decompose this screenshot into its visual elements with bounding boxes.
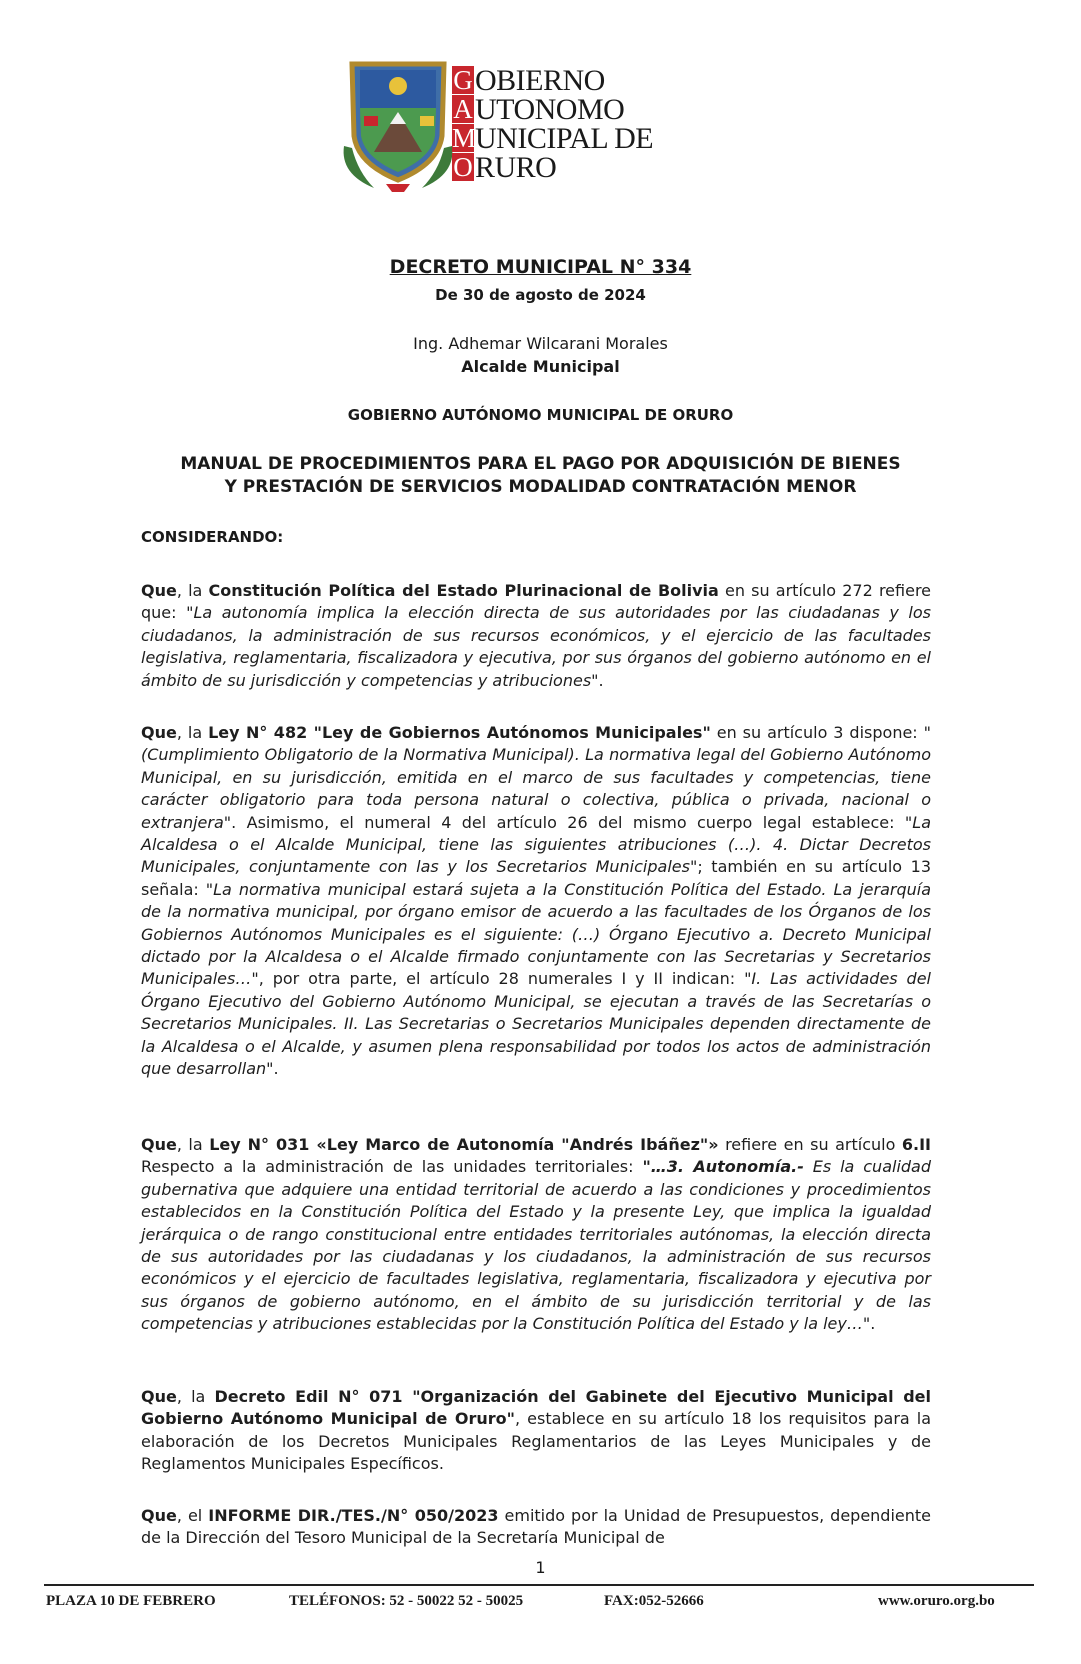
paragraph-ley-031 [141,1134,931,1336]
que-label: Que [141,1387,177,1406]
quote: Es la cualidad gubernativa que adquiere una entidad territorial de acuerdo a las condiciones y procedimientos establecidos en la Constitución Política del Estado y la presente Ley, que implica la igualdad jerárquica o de rango constitucional entre entidades territoriales autónomas, la elección directa de sus autoridades por las ciudadanas y los ciudadanos, la administración de sus recursos económicos y el ejercicio de facultades legislativa, reglamentaria, fiscalizadora y ejecutiva por sus órganos de gobierno autónomo, en el ámbito de su jurisdicción territorial y de las competencias y atribuciones establecidas por la Constitución Política del Estado y la ley…" [141,1157,932,1334]
law-reference: Constitución Política del Estado Plurinacional de Bolivia [208,581,719,600]
text-run: Respecto a la administración de las unidades territoriales: [141,1157,643,1177]
decree-date: De 30 de agosto de 2024 [435,286,646,304]
quote: "La Alcaldesa o el Alcalde Municipal, tiene las siguientes atribuciones (…). 4. Dictar Decretos Municipales, conjuntamente con las y los Secretarios Municipales" [141,812,931,877]
text-run: , por otra parte, el artículo 28 numerales I y II indican: [258,969,745,989]
quote-bold: "…3. Autonomía.- [642,1157,804,1177]
text-run: , la [176,1135,210,1154]
logo-letter: A [453,94,473,124]
logo-wordmark [475,66,653,182]
footer-website: www.oruro.org.bo [878,1593,995,1609]
article-reference: 6.II [901,1135,931,1154]
paragraph-informe [141,1505,931,1550]
quote: "La normativa municipal estará sujeta a la Constitución Política del Estado. La jerarquía de la normativa municipal, por órgano emisor de acuerdo a las facultades de los Órganos de los Gobiernos Autónomos Municipales es el siguiente: (…) Órgano Ejecutivo a. Decreto Municipal dictado por la Alcaldesa o el Alcalde firmado conjuntamente con las Secretarias y Secretarios Municipales…" [141,879,932,989]
logo-letter: M [452,123,477,153]
logo-letter: G [453,65,473,95]
text-run: ; también en su artículo 13 señala: [141,857,931,899]
logo-word: OBIERNO [475,64,605,97]
que-label: Que [141,1135,177,1154]
text-run: en su artículo 3 dispone: [710,723,924,742]
manual-title-line: Y PRESTACIÓN DE SERVICIOS MODALIDAD CONTRATACIÓN MENOR [224,477,857,497]
logo-word: UTONOMO [475,93,625,126]
manual-title [0,453,1081,499]
paragraph-decreto-edil [141,1386,931,1476]
text-run: . [598,670,604,690]
text-run: emitido por la Unidad de Presupuestos, dependiente de la Dirección del Tesoro Municipal de la Secretaría Municipal de [141,1506,931,1548]
text-run: en su artículo 272 refiere que: [141,581,932,623]
gamo-logo [338,56,694,196]
quote: "I. Las actividades del Órgano Ejecutivo del Gobierno Autónomo Municipal, se ejecutan a través de las Secretarías o Secretarios Municipales. II. Las Secretarias o Secretarios Municipales dependen directamente de la Alcaldesa o el Alcalde, y asumen plena responsabilidad por todos los actos de administración que desarrollan" [141,969,931,1079]
signatory-role: Alcalde Municipal [461,357,620,376]
law-reference: Decreto Edil N° 071 "Organización del Gabinete del Ejecutivo Municipal del Gobierno Autónomo Municipal de Oruro" [141,1387,931,1429]
signatory-name: Ing. Adhemar Wilcarani Morales [413,334,668,353]
paragraph-ley-482 [141,722,931,1081]
municipal-coat-of-arms [338,56,458,196]
footer-fax: FAX:052-52666 [604,1593,704,1609]
logo-word: RURO [475,151,557,184]
law-reference: Ley N° 482 "Ley de Gobiernos Autónomos Municipales" [208,723,711,742]
gamo-acronym [452,65,477,182]
text-run: . [870,1314,876,1334]
text-run: , establece en su artículo 18 los requisitos para la elaboración de los Decretos Municipales Reglamentarios de las Leyes Municipales y de Reglamentos Municipales Específicos. [141,1409,931,1474]
page-number: 1 [535,1558,546,1577]
manual-title-line: MANUAL DE PROCEDIMIENTOS PARA EL PAGO POR ADQUISICIÓN DE BIENES [180,454,901,474]
section-heading: CONSIDERANDO: [141,528,284,546]
que-label: Que [141,723,177,742]
footer-address: PLAZA 10 DE FEBRERO [46,1593,216,1609]
text-run: , la [176,723,209,742]
law-reference: Ley N° 031 «Ley Marco de Autonomía "Andrés Ibáñez"» [209,1135,719,1154]
footer-divider [44,1584,1034,1586]
paragraph-constitution [141,580,931,692]
text-run: . [273,1059,279,1079]
report-reference: INFORME DIR./TES./N° 050/2023 [208,1506,499,1525]
text-run: refiere en su artículo [718,1135,902,1154]
logo-word: UNICIPAL DE [475,122,654,155]
que-label: Que [141,581,177,600]
quote: "La autonomía implica la elección directa de sus autoridades por las ciudadanas y los ciudadanos, la administración de sus recursos económicos, y el ejercicio de las facultades legislativa, reglamentaria, fiscalizadora y ejecutiva, por sus órganos del gobierno autónomo en el ámbito de su jurisdicción y competencias y atribuciones" [141,603,931,690]
text-run: , la [176,581,209,600]
text-run: . Asimismo, el numeral 4 del artículo 26 del mismo cuerpo legal establece: [231,812,905,832]
quote: "(Cumplimiento Obligatorio de la Normativa Municipal). La normativa legal del Gobierno Autónomo Municipal, en su jurisdicción, emitida en el marco de sus facultades y competencias, tiene carácter obligatorio para toda persona natural o colectiva, pública o privada, nacional o extranjera" [141,723,931,832]
decree-title: DECRETO MUNICIPAL N° 334 [389,256,692,278]
que-label: Que [141,1506,177,1525]
text-run: , el [176,1506,209,1525]
footer-phones: TELÉFONOS: 52 - 50022 52 - 50025 [289,1593,524,1609]
logo-letter: O [453,152,473,182]
government-name: GOBIERNO AUTÓNOMO MUNICIPAL DE ORURO [347,406,734,424]
text-run: , la [176,1387,215,1406]
